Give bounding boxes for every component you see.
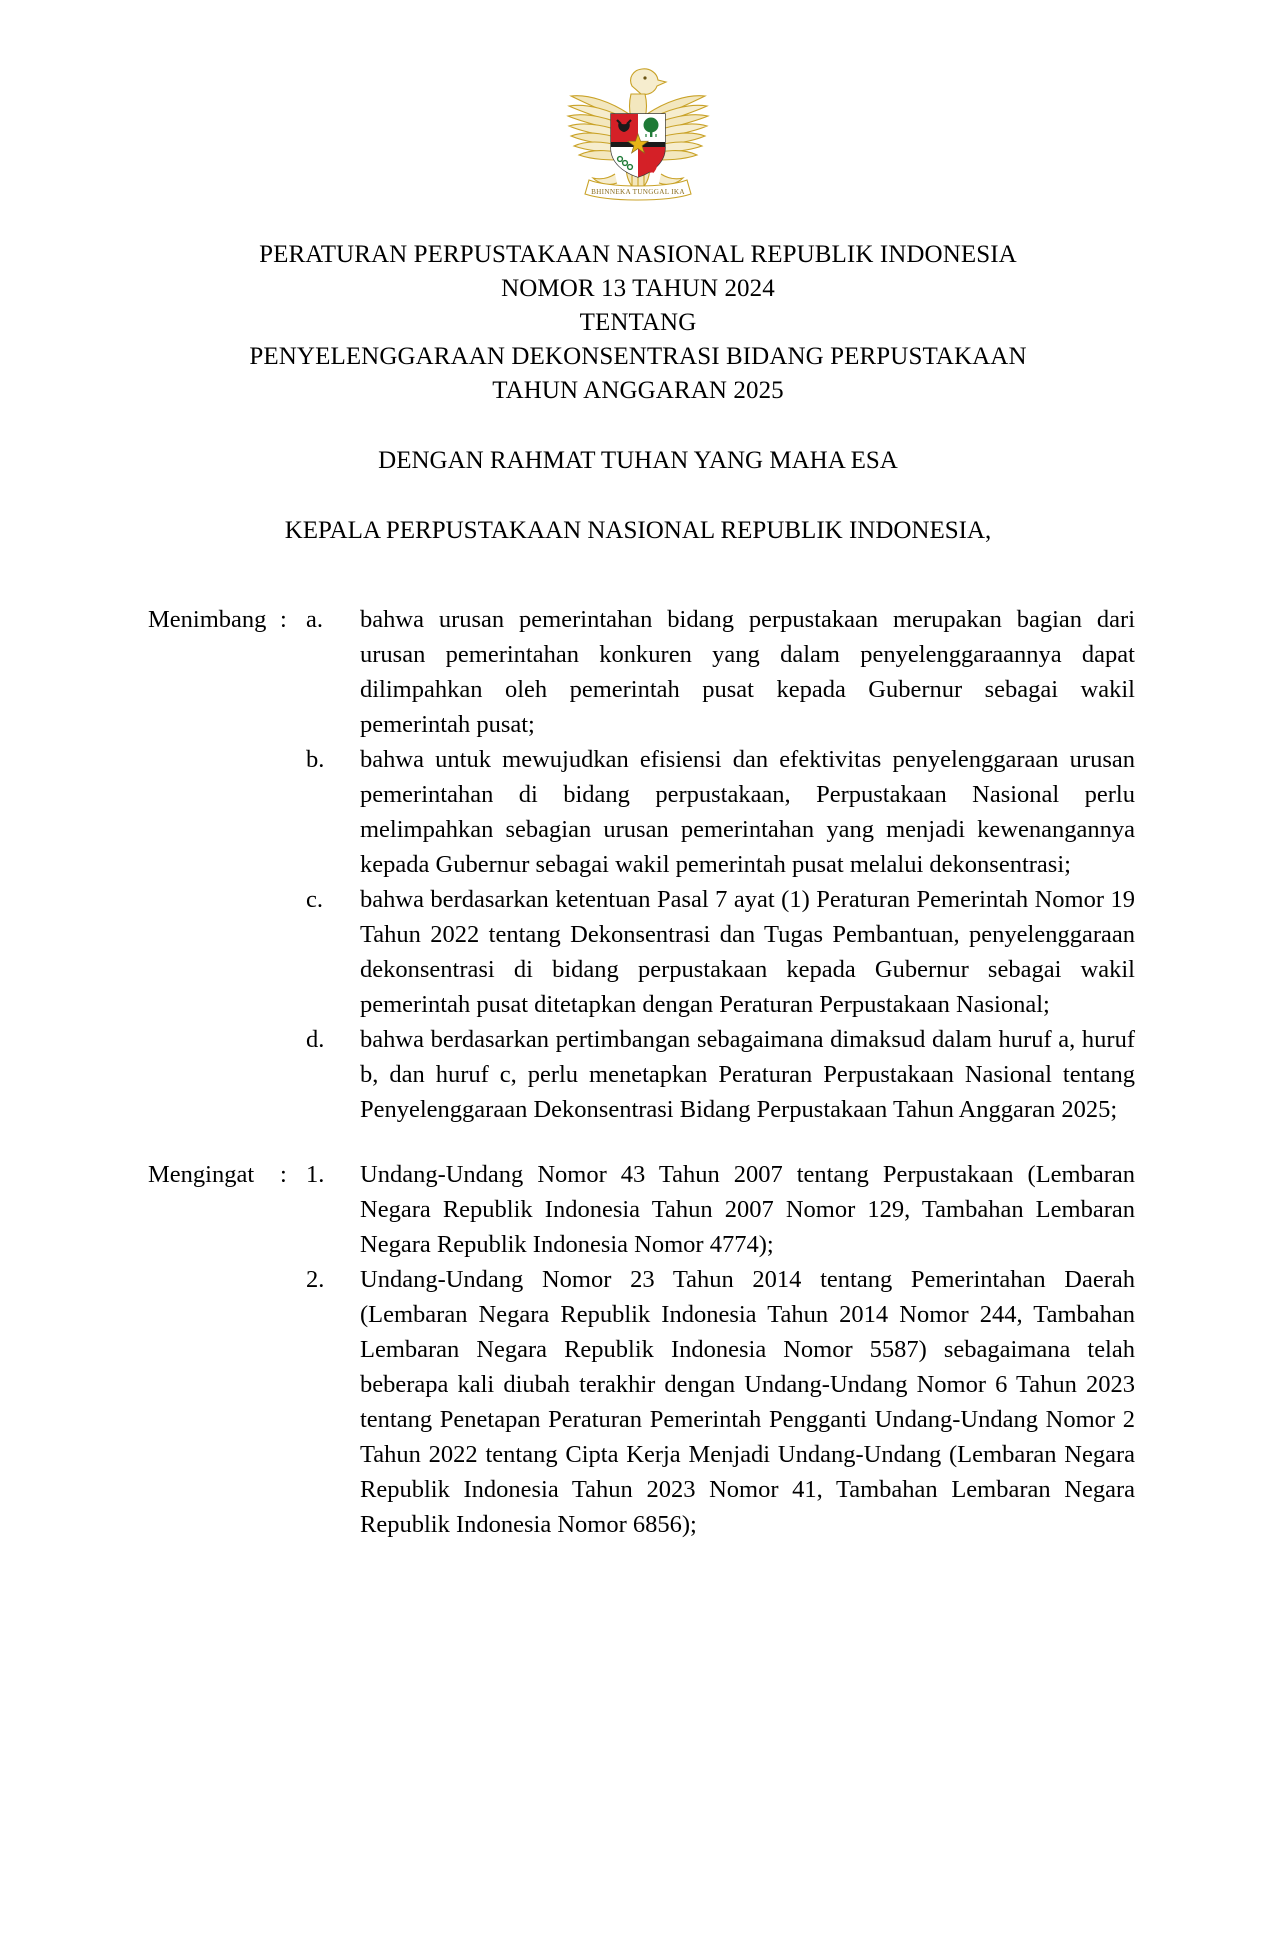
list-item — [306, 882, 1135, 1022]
list-item — [306, 602, 1135, 742]
menimbang-label: Menimbang — [148, 606, 267, 633]
item-text: bahwa berdasarkan pertimbangan sebagaimana dimaksud dalam huruf a, huruf b, dan huruf c, perlu menetapkan Peraturan Perpustakaan Nasional tentang Penyelenggaraan Dekonsentrasi Bidang Perpustakaan Tahun Anggaran 2025; — [360, 1026, 1135, 1123]
item-marker: 2. — [306, 1266, 325, 1293]
item-text: bahwa urusan pemerintahan bidang perpustakaan merupakan bagian dari urusan pemerintahan konkuren yang dalam penyelenggaraannya dapat dilimpahkan oleh pemerintah pusat kepada Gubernur sebagai wakil pemerintah pusat; — [360, 606, 1135, 738]
title-line-fiscal-year: TAHUN ANGGARAN 2025 — [492, 377, 784, 404]
svg-text:BHINNEKA TUNGGAL IKA: BHINNEKA TUNGGAL IKA — [591, 188, 685, 196]
mengingat-label: Mengingat — [148, 1161, 255, 1188]
item-marker: 1. — [306, 1161, 325, 1188]
list-item — [306, 1022, 1135, 1127]
preamble-blessing: DENGAN RAHMAT TUHAN YANG MAHA ESA — [378, 447, 898, 474]
clauses-container — [0, 602, 1276, 1542]
item-text: bahwa untuk mewujudkan efisiensi dan efektivitas penyelenggaraan urusan pemerintahan di bidang perpustakaan, Perpustakaan Nasional perlu melimpahkan sebagian urusan pemerintahan yang menjadi kewenangannya kepada Gubernur sebagai wakil pemerintah pusat melalui dekonsentrasi; — [360, 746, 1135, 878]
title-line-regulation: PERATURAN PERPUSTAKAAN NASIONAL REPUBLIK INDONESIA — [259, 241, 1017, 268]
garuda-pancasila-icon — [549, 56, 727, 206]
title-line-tentang: TENTANG — [579, 309, 697, 336]
list-item — [306, 1157, 1135, 1262]
menimbang-colon: : — [280, 606, 287, 633]
item-text: bahwa berdasarkan ketentuan Pasal 7 ayat (1) Peraturan Pemerintah Nomor 19 Tahun 2022 tentang Dekonsentrasi dan Tugas Pembantuan, penyelenggaraan dekonsentrasi di bidang perpustakaan kepada Gubernur sebagai wakil pemerintah pusat ditetapkan dengan Peraturan Perpustakaan Nasional; — [360, 886, 1135, 1018]
preamble-block — [0, 444, 1276, 548]
menimbang-section — [148, 602, 1135, 1127]
mengingat-items — [306, 1157, 1135, 1542]
title-line-number: NOMOR 13 TAHUN 2024 — [501, 275, 775, 302]
list-item — [306, 1262, 1135, 1542]
mengingat-colon: : — [280, 1161, 287, 1188]
emblem-container — [0, 0, 1276, 196]
item-marker: a. — [306, 606, 323, 633]
menimbang-items — [306, 602, 1135, 1127]
item-text: Undang-Undang Nomor 43 Tahun 2007 tentang Perpustakaan (Lembaran Negara Republik Indonesia Tahun 2007 Nomor 129, Tambahan Lembaran Negara Republik Indonesia Nomor 4774); — [360, 1161, 1135, 1258]
preamble-authority: KEPALA PERPUSTAKAAN NASIONAL REPUBLIK INDONESIA, — [284, 517, 992, 544]
item-marker: b. — [306, 746, 325, 773]
mengingat-section — [148, 1157, 1135, 1542]
title-line-subject: PENYELENGGARAAN DEKONSENTRASI BIDANG PERPUSTAKAAN — [249, 343, 1027, 370]
item-marker: d. — [306, 1026, 325, 1053]
list-item — [306, 742, 1135, 882]
document-title-block — [0, 238, 1276, 408]
item-text: Undang-Undang Nomor 23 Tahun 2014 tentang Pemerintahan Daerah (Lembaran Negara Republik Indonesia Tahun 2014 Nomor 244, Tambahan Lembaran Negara Republik Indonesia Nomor 5587) sebagaimana telah beberapa kali diubah terakhir dengan Undang-Undang Nomor 6 Tahun 2023 tentang Penetapan Peraturan Pemerintah Pengganti Undang-Undang Nomor 2 Tahun 2022 tentang Cipta Kerja Menjadi Undang-Undang (Lembaran Negara Republik Indonesia Tahun 2023 Nomor 41, Tambahan Lembaran Negara Republik Indonesia Nomor 6856); — [360, 1266, 1135, 1538]
item-marker: c. — [306, 886, 323, 913]
